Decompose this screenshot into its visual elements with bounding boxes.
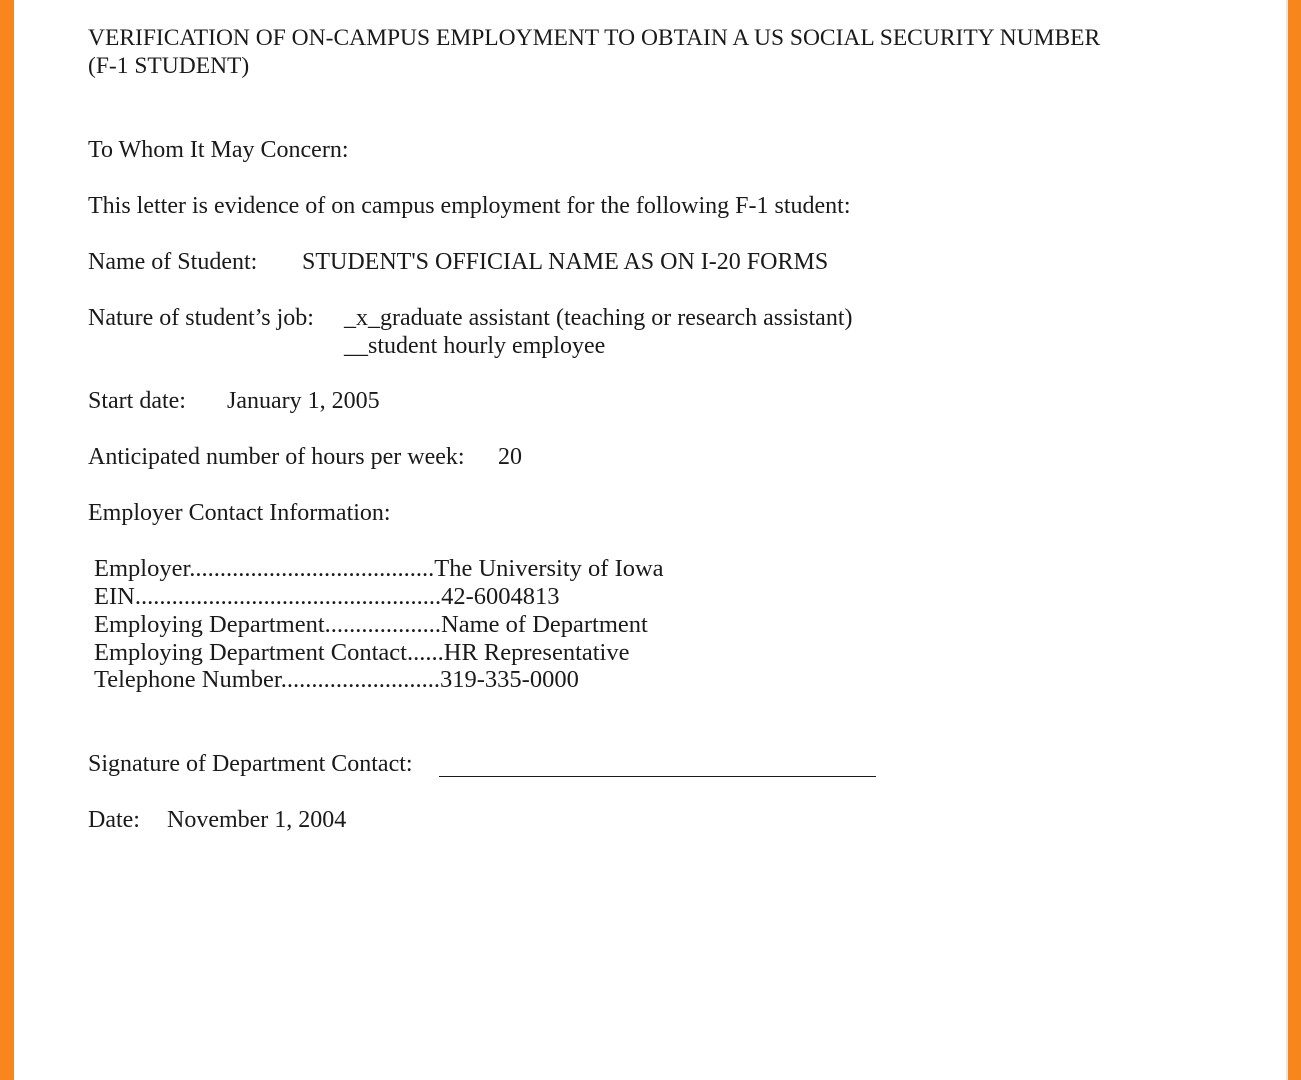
start-date-value: January 1, 2005 [227,388,380,414]
page-border-right [1288,0,1301,1080]
contact-row-telephone [94,666,579,694]
contact-value: The University of Iowa [434,555,664,582]
contact-label: Employing Department [94,611,325,638]
contact-leader-dots: .......................... [280,666,440,693]
contact-label: Employing Department Contact [94,639,407,666]
job-option-hourly-employee: __student hourly employee [344,333,606,359]
contact-value: HR Representative [443,639,630,666]
contact-leader-dots: ................... [324,611,442,638]
signature-line [439,776,876,777]
student-name-label: Name of Student: [88,249,258,275]
contact-leader-dots: .................................................. [134,583,442,610]
document-title-line-1: VERIFICATION OF ON-CAMPUS EMPLOYMENT TO OBTAIN A US SOCIAL SECURITY NUMBER [88,25,1101,51]
signature-label: Signature of Department Contact: [88,751,413,777]
salutation: To Whom It May Concern: [88,137,349,163]
contact-label: Employer [94,555,190,582]
date-label: Date: [88,807,140,833]
contact-label: Telephone Number [94,666,281,693]
hours-per-week-value: 20 [498,444,522,470]
student-name-value: STUDENT'S OFFICIAL NAME AS ON I-20 FORMS [302,249,829,275]
document-title-line-2: (F-1 STUDENT) [88,53,250,79]
hours-per-week-label: Anticipated number of hours per week: [88,444,465,470]
contact-label: EIN [94,583,135,610]
intro-paragraph: This letter is evidence of on campus employment for the following F-1 student: [88,193,851,219]
contact-value: Name of Department [441,611,648,638]
job-option-graduate-assistant: _x_graduate assistant (teaching or research assistant) [344,305,853,331]
contact-leader-dots: ...... [407,639,444,666]
contact-row-employer [94,555,664,583]
date-value: November 1, 2004 [167,807,347,833]
employer-contact-heading: Employer Contact Information: [88,500,391,526]
contact-row-ein [94,583,560,611]
contact-value: 319-335-0000 [440,666,579,693]
contact-row-department [94,611,648,639]
contact-leader-dots: ........................................ [189,555,435,582]
start-date-label: Start date: [88,388,186,414]
contact-row-department-contact [94,639,630,667]
contact-value: 42-6004813 [441,583,560,610]
page-border-left [0,0,14,1080]
job-nature-label: Nature of student’s job: [88,305,314,331]
